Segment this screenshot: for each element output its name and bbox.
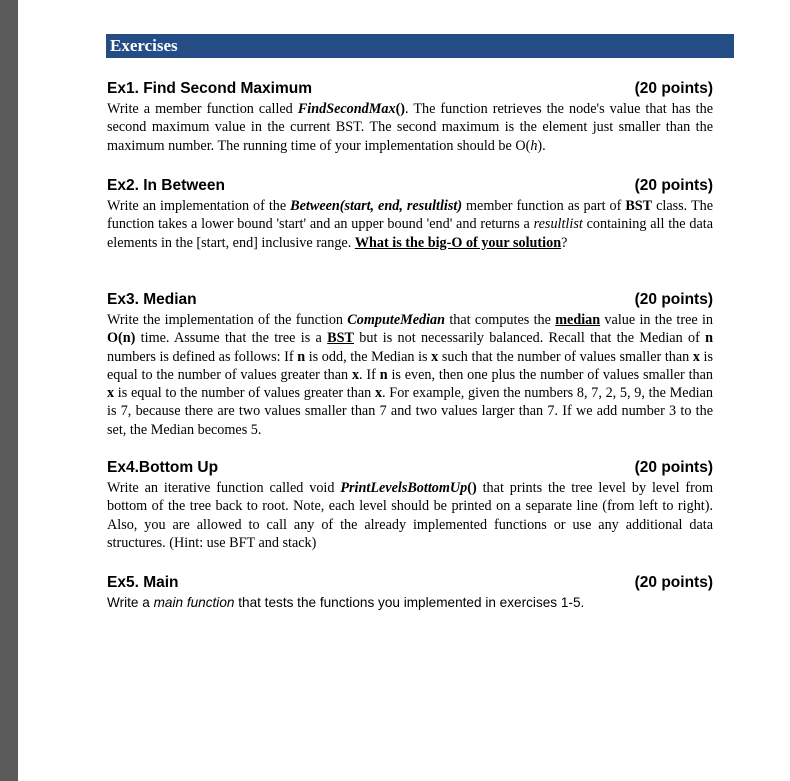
- exercise-4-points: (20 points): [634, 459, 713, 476]
- function-name: Between(start, end, resultlist): [290, 198, 463, 214]
- exercise-1: [107, 79, 713, 155]
- section-banner: [106, 34, 734, 58]
- function-parens: (): [395, 101, 406, 117]
- text-run: is equal to the number of values greater than: [107, 348, 713, 383]
- exercise-3-header: [107, 290, 713, 310]
- text-run: . The function retrieves the node's value that has the second maximum value in the current BST. The second maximum is the element just smaller than the maximum number. The running time of your implementation should be O(: [107, 101, 713, 154]
- exercise-4-title: Ex4.Bottom Up: [107, 459, 219, 476]
- exercise-4: [107, 458, 713, 552]
- text-run: class. The function takes a lower bound 'start' and an upper bound 'end' and returns a: [107, 198, 713, 233]
- var-x: x: [374, 385, 383, 402]
- complexity-term: O(n): [107, 330, 136, 347]
- exercise-5-points: (20 points): [634, 574, 713, 591]
- exercise-1-points: (20 points): [634, 80, 713, 97]
- text-run: such that the number of values smaller than: [438, 348, 693, 365]
- text-run: but is not necessarily balanced. Recall that the Median of: [354, 330, 706, 347]
- text-run: that tests the functions you implemented in exercises 1-5.: [234, 595, 585, 610]
- text-run: that prints the tree level by level from bottom of the tree back to root. Note, each level should be printed on a separate line (from left to right). Also, you are allowed to call any of the already implemented functions or use any additional data structures. (Hint: use BFT and stack): [107, 480, 713, 551]
- resultlist-term: resultlist: [533, 216, 583, 233]
- exercise-5-text: [107, 594, 713, 612]
- main-function-term: main function: [153, 595, 235, 610]
- math-var: h: [530, 137, 538, 154]
- text-run: value in the tree in: [600, 312, 713, 328]
- exercise-1-header: [107, 79, 713, 99]
- text-run: . For example, given the numbers 8, 7, 2, 5, 9, the Median is 7, because there are two values smaller than 7 and two values larger than 7. If we add number 3 to the set, the Median becomes 5.: [107, 385, 713, 438]
- var-n: n: [379, 366, 388, 383]
- text-run: ?: [561, 234, 568, 251]
- exercise-2-points: (20 points): [634, 177, 713, 194]
- text-run: Write the implementation of the function: [107, 312, 348, 328]
- text-run: is equal to the number of values greater than: [114, 385, 375, 402]
- exercise-2-title: Ex2. In Between: [107, 177, 226, 194]
- exercise-3-title: Ex3. Median: [107, 291, 197, 308]
- text-run: time. Assume that the tree is a: [135, 330, 328, 347]
- text-run: Write an iterative function called void: [107, 480, 341, 496]
- exercise-5-title: Ex5. Main: [107, 574, 179, 591]
- var-x: x: [107, 385, 115, 402]
- text-run: is odd, the Median is: [305, 348, 432, 365]
- bst-keyword: BST: [327, 330, 354, 347]
- exercise-4-header: [107, 458, 713, 478]
- exercise-5: [107, 573, 713, 612]
- text-run: that computes the: [445, 312, 556, 328]
- viewer-left-gutter: [0, 0, 18, 781]
- text-run: is even, then one plus the number of values smaller than: [387, 366, 714, 383]
- function-name: PrintLevelsBottomUp: [340, 480, 468, 496]
- text-run: Write a member function called: [107, 101, 298, 117]
- var-n: n: [297, 348, 306, 365]
- function-parens: (): [467, 480, 477, 496]
- section-title: Exercises: [110, 36, 178, 55]
- exercise-1-title: Ex1. Find Second Maximum: [107, 80, 312, 97]
- exercise-3-points: (20 points): [634, 291, 713, 308]
- big-o-question: What is the big-O of your solution: [354, 234, 562, 251]
- exercise-2: [107, 176, 713, 252]
- text-run: ).: [537, 137, 546, 154]
- text-run: Write a: [107, 595, 154, 610]
- function-name: ComputeMedian: [347, 312, 446, 328]
- document-page: [18, 0, 790, 781]
- text-run: . If: [359, 366, 380, 383]
- var-x: x: [351, 366, 360, 383]
- exercise-1-text: [107, 100, 713, 155]
- bst-keyword: BST: [625, 198, 653, 214]
- exercise-3: [107, 290, 713, 439]
- exercise-4-text: [107, 479, 713, 552]
- exercise-3-text: [107, 311, 713, 439]
- var-x: x: [431, 348, 439, 365]
- exercise-2-text: [107, 197, 713, 252]
- var-n: n: [705, 330, 713, 347]
- exercise-2-header: [107, 176, 713, 196]
- text-run: member function as part of: [462, 198, 626, 214]
- function-name: FindSecondMax: [297, 101, 396, 117]
- var-x: x: [692, 348, 700, 365]
- text-run: Write an implementation of the: [107, 198, 291, 214]
- median-term: median: [555, 312, 601, 328]
- text-run: numbers is defined as follows: If: [107, 348, 298, 365]
- text-run: containing all the data elements in the [start, end] inclusive range.: [107, 216, 714, 251]
- exercise-5-header: [107, 573, 713, 593]
